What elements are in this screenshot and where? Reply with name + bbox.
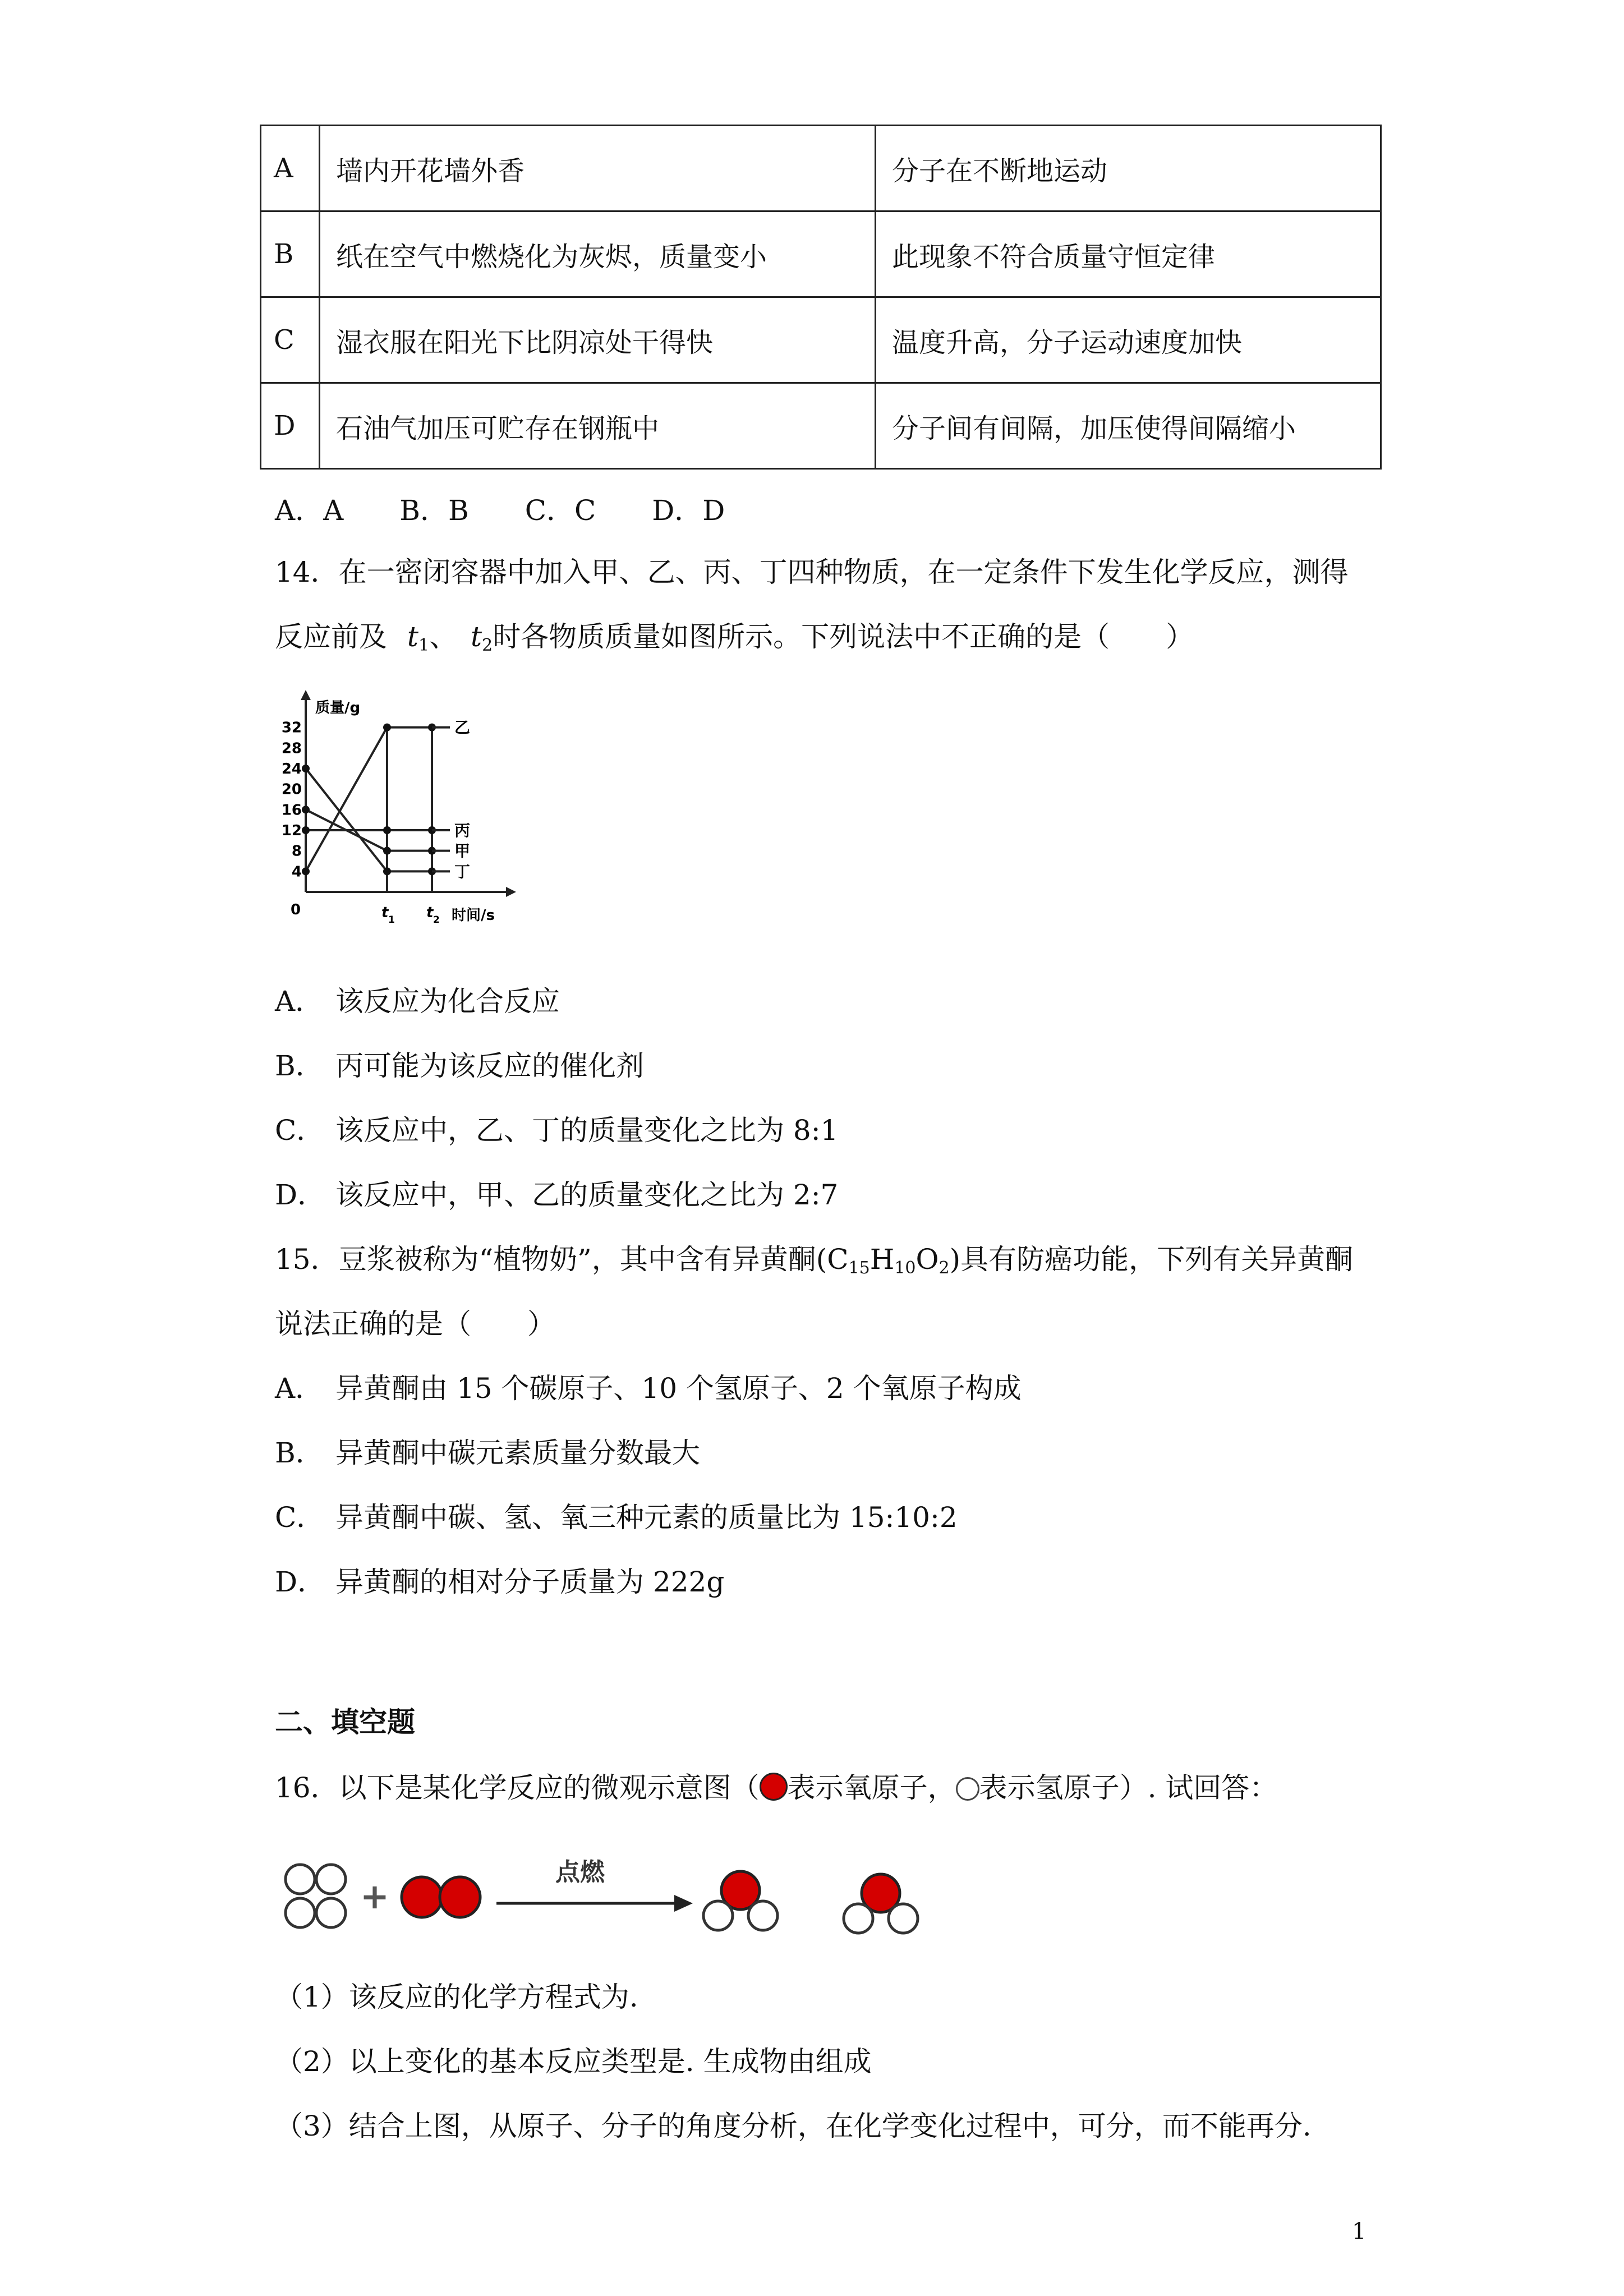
q16-sub-question: （1）该反应的化学方程式为. — [275, 1981, 638, 2013]
q14-stem-line2: 反应前及 $t_1$、 $t_2$时各物质质量如图所示。下列说法中不正确的是（ ） — [275, 620, 1194, 655]
q14-option — [275, 985, 560, 1018]
page-number: 1 — [1352, 2219, 1367, 2244]
y-tick-label: 12 — [281, 822, 302, 839]
y-tick-label: 20 — [281, 781, 302, 798]
x-axis-arrow — [506, 887, 516, 897]
series-label: 丙 — [454, 821, 471, 840]
data-point — [383, 867, 391, 875]
reaction-arrow-icon — [496, 1895, 693, 1912]
x-axis-label: 时间/s — [452, 907, 495, 924]
option-text: 该反应中，甲、乙的质量变化之比为 2:7 — [335, 1179, 839, 1211]
data-point — [302, 765, 310, 772]
series-label: 乙 — [454, 718, 471, 737]
q15-option — [275, 1501, 958, 1534]
hydrogen-atom-legend-icon — [956, 1777, 979, 1801]
table-cell-event: 墙内开花墙外香 — [320, 126, 876, 211]
x-tick-sublabel: 1 — [388, 914, 395, 926]
oxygen-molecule-icon — [402, 1877, 480, 1917]
option-text: 该反应为化合反应 — [335, 985, 560, 1018]
origin-label: 0 — [291, 901, 301, 918]
data-point — [302, 867, 310, 875]
table-cell-event: 湿衣服在阳光下比阴凉处干得快 — [320, 297, 876, 383]
option-label: D． — [275, 1179, 326, 1211]
x-tick-label: t — [381, 904, 389, 921]
option-text: 丙可能为该反应的催化剂 — [335, 1050, 644, 1082]
q16-sub-question: （2）以上变化的基本反应类型是. 生成物由组成 — [275, 2045, 872, 2078]
water-molecule-icon — [703, 1871, 778, 1930]
hydrogen-molecules-icon — [286, 1865, 346, 1927]
option-text: 该反应中，乙、丁的质量变化之比为 8:1 — [335, 1114, 839, 1147]
q13-options: A．A B．B C．C D．D — [275, 494, 725, 527]
q16-sub-question: （3）结合上图，从原子、分子的角度分析，在化学变化过程中，可分，而不能再分. — [275, 2110, 1312, 2142]
water-molecule-icon — [844, 1874, 918, 1933]
data-point — [302, 806, 310, 813]
option-text: 异黄酮中碳、氢、氧三种元素的质量比为 15:10:2 — [335, 1501, 958, 1534]
table-row — [261, 383, 1381, 469]
x-tick-sublabel: 2 — [433, 914, 440, 926]
table-cell-explanation: 温度升高，分子运动速度加快 — [876, 297, 1381, 383]
q15-option — [275, 1568, 724, 1596]
table-row — [261, 126, 1381, 211]
option-label: C． — [275, 1114, 325, 1147]
section-heading: 二、填空题 — [275, 1706, 415, 1738]
option-label: A． — [275, 1372, 324, 1405]
q15-option — [275, 1439, 700, 1467]
table-cell-letter: A — [261, 126, 320, 211]
choice-table — [260, 125, 1382, 470]
option-label: B． — [275, 1437, 324, 1469]
q15-stem-line2: 说法正确的是（ ） — [275, 1308, 555, 1340]
table-cell-event: 纸在空气中燃烧化为灰烬，质量变小 — [320, 211, 876, 297]
option-label: D． — [275, 1566, 326, 1598]
data-point — [383, 724, 391, 731]
option-text: 异黄酮由 15 个碳原子、10 个氢原子、2 个氧原子构成 — [335, 1372, 1022, 1405]
reaction-micro-diagram — [275, 1834, 965, 1963]
y-axis-label: 质量/g — [315, 700, 361, 716]
q15-option — [275, 1372, 1022, 1405]
q14-option — [275, 1114, 839, 1147]
table-cell-letter: D — [261, 383, 320, 469]
arrow-label: 点燃 — [555, 1858, 605, 1887]
option-label: B． — [275, 1050, 324, 1082]
q14-option — [275, 1052, 644, 1080]
option-label: A． — [275, 985, 324, 1018]
table-cell-event: 石油气加压可贮存在钢瓶中 — [320, 383, 876, 469]
q16-intro: 16．以下是某化学反应的微观示意图（ 表示氧原子， 表示氢原子）. 试回答： — [275, 1772, 1278, 1804]
mass-time-chart — [264, 690, 527, 942]
oxygen-atom-legend-icon — [760, 1773, 788, 1801]
q14-option — [275, 1181, 838, 1209]
table-cell-explanation: 此现象不符合质量守恒定律 — [876, 211, 1381, 297]
data-point — [302, 826, 310, 834]
option-text: 异黄酮中碳元素质量分数最大 — [335, 1437, 700, 1469]
table-row — [261, 297, 1381, 383]
data-point — [383, 826, 391, 834]
q14-stem-line1: 14．在一密闭容器中加入甲、乙、丙、丁四种物质，在一定条件下发生化学反应，测得 — [275, 556, 1349, 588]
option-label: C． — [275, 1501, 325, 1534]
option-text: 异黄酮的相对分子质量为 222g — [335, 1566, 725, 1598]
y-axis-arrow — [301, 690, 311, 700]
series-label: 甲 — [454, 841, 471, 861]
series-label: 丁 — [454, 862, 471, 881]
y-tick-label: 28 — [281, 740, 302, 757]
plus-sign: + — [360, 1876, 389, 1917]
x-tick-label: t — [426, 904, 434, 921]
table-cell-explanation: 分子在不断地运动 — [876, 126, 1381, 211]
y-tick-label: 4 — [291, 863, 302, 881]
q15-stem-line1: 15．豆浆被称为“植物奶”，其中含有异黄酮$(C_{15}H_{10}O_2)$具有防癌功能，下列有关异黄酮 — [275, 1243, 1354, 1278]
table-cell-explanation: 分子间有间隔，加压使得间隔缩小 — [876, 383, 1381, 469]
data-point — [383, 847, 391, 855]
table-cell-letter: B — [261, 211, 320, 297]
y-tick-label: 8 — [291, 843, 302, 860]
y-tick-label: 32 — [281, 719, 302, 737]
table-row — [261, 211, 1381, 297]
table-cell-letter: C — [261, 297, 320, 383]
y-tick-label: 16 — [281, 802, 302, 819]
y-tick-label: 24 — [281, 761, 302, 777]
